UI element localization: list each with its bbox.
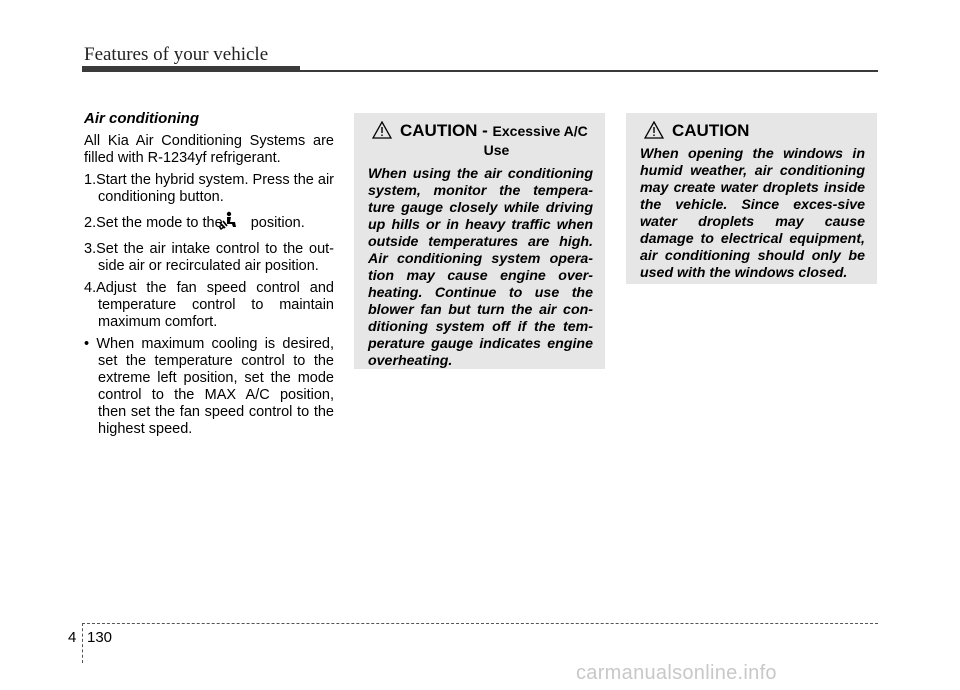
warning-triangle-icon <box>372 121 392 143</box>
header-accent-bar <box>82 66 300 72</box>
step-4: 4.Adjust the fan speed control and temperature control to maintain maximum comfort. <box>84 280 334 330</box>
section-title: Air conditioning <box>84 110 199 127</box>
page-number: 130 <box>87 629 113 646</box>
floor-vent-mode-icon <box>231 211 243 236</box>
caution-label: CAUTION <box>672 121 750 140</box>
intro-paragraph: All Kia Air Conditioning Systems are filled with R-1234yf refrigerant. <box>84 133 334 166</box>
caution-subtitle: Excessive A/C <box>492 123 588 139</box>
caution-body: When opening the windows in humid weather, air conditioning may create water droplets inside the vehicle. Since exces-sive water droplets may cause damage to electrical equipment, air conditioning should only be used with the windows closed. <box>640 146 865 281</box>
caution-box-windows <box>626 113 877 284</box>
footer-rule <box>82 623 878 624</box>
step-2 <box>84 211 334 236</box>
step-2-text-after: position. <box>250 215 305 231</box>
watermark: carmanualsonline.info <box>576 662 777 684</box>
caution-heading <box>640 121 865 140</box>
caution-subtitle-line2: Use <box>483 142 510 158</box>
caution-body: When using the air conditioning system, monitor the tempera-ture gauge closely while driving up hills or in heavy traffic when outside temperatures are high. Air conditioning system opera-tion may cause engine over-heating. Continue to use the blower fan but turn the air con-ditioning system off if the tem-perature gauge indicates engine overheating. <box>368 166 593 369</box>
step-1: 1.Start the hybrid system. Press the air conditioning button. <box>84 172 334 205</box>
warning-triangle-icon <box>644 121 664 143</box>
header-rule <box>300 70 878 72</box>
page-header-title: Features of your vehicle <box>84 44 269 65</box>
step-2-text-before: 2.Set the mode to the <box>84 215 223 231</box>
caution-label: CAUTION - <box>400 121 493 140</box>
caution-box-excessive-ac <box>354 113 605 369</box>
left-column <box>84 110 334 438</box>
max-cooling-bullet: • When maximum cooling is desired, set the temperature control to the extreme left position, set the mode control to the MAX A/C position, then set the fan speed control to the highest speed. <box>84 336 334 437</box>
footer-divider <box>82 623 83 663</box>
caution-heading <box>368 121 593 160</box>
step-3: 3.Set the air intake control to the out-side air or recirculated air position. <box>84 241 334 274</box>
chapter-number: 4 <box>68 629 77 646</box>
